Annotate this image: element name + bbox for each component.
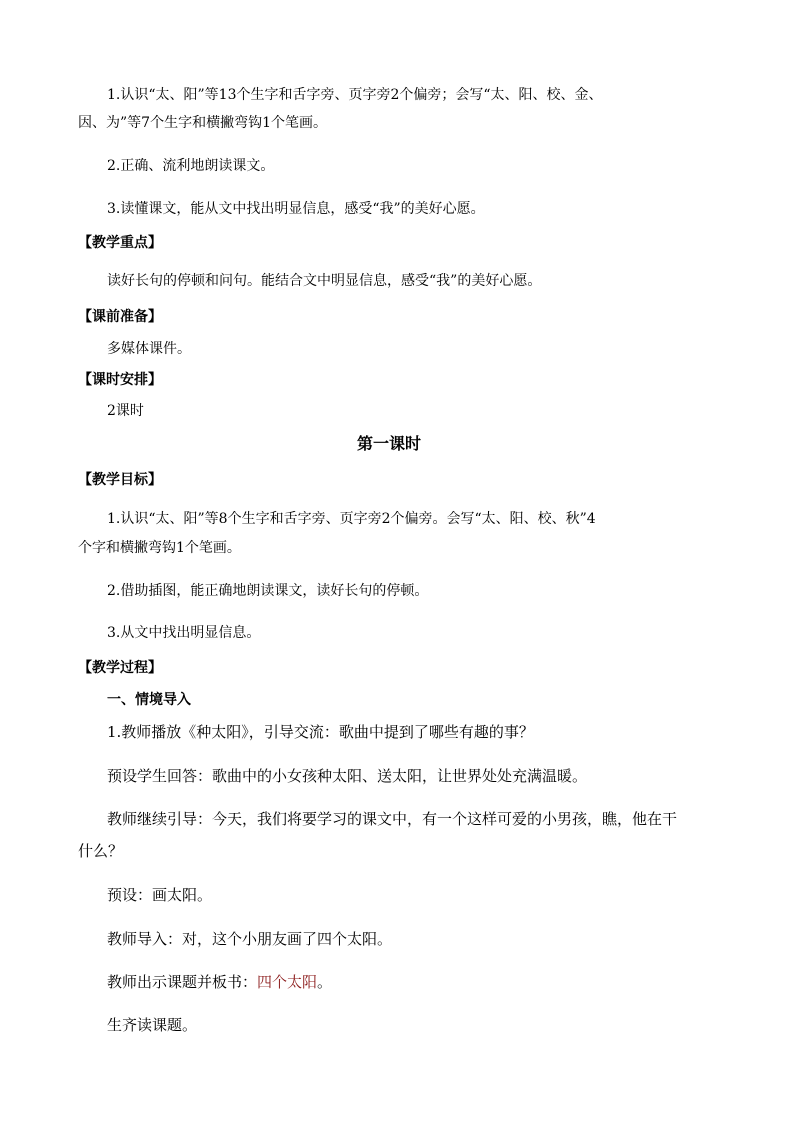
goal-item-1-line-2: 因、为”等7个生字和横撇弯钩1个笔画。 — [78, 115, 327, 131]
intro-line: 教师导入：对，这个小朋友画了四个太阳。 — [107, 930, 393, 948]
answer-1: 预设学生回答：歌曲中的小女孩种太阳、送太阳，让世界处处充满温暖。 — [107, 767, 588, 785]
preparation-heading: 【课前准备】 — [78, 309, 162, 325]
read-title-line: 生齐读课题。 — [107, 1016, 198, 1034]
show-title-prefix: 教师出示课题并板书： — [107, 973, 258, 991]
goal-item-3: 3.读懂课文，能从文中找出明显信息，感受“我”的美好心愿。 — [107, 201, 485, 217]
guide-line-2: 什么？ — [78, 842, 124, 860]
show-title-suffix: 。 — [317, 973, 333, 991]
goal-item-2: 2.正确、流利地朗读课文。 — [107, 158, 275, 174]
preparation-text: 多媒体课件。 — [107, 341, 191, 357]
step-1: 1.教师播放《种太阳》，引导交流：歌曲中提到了哪些有趣的事？ — [107, 723, 534, 741]
lesson-goals-heading: 【教学目标】 — [78, 472, 162, 488]
lesson-title: 第一课时 — [357, 434, 422, 453]
process-heading: 【教学过程】 — [78, 660, 162, 676]
lesson-board-title: 四个太阳 — [257, 973, 318, 991]
lesson-goal-1-line-1: 1.认识“太、阳”等8个生字和舌字旁、页字旁2个偏旁。会写“太、阳、校、秋”4 — [107, 511, 596, 527]
show-title-line — [107, 972, 332, 992]
goal-item-1-line-1: 1.认识“太、阳”等13个生字和舌字旁、页字旁2个偏旁；会写“太、阳、校、金、 — [107, 87, 603, 103]
lesson-goal-2: 2.借助插图，能正确地朗读课文，读好长句的停顿。 — [107, 583, 429, 599]
lesson-goal-3: 3.从文中找出明显信息。 — [107, 625, 261, 641]
schedule-text: 2课时 — [107, 403, 144, 419]
schedule-heading: 【课时安排】 — [78, 372, 162, 388]
preset-2: 预设：画太阳。 — [107, 886, 213, 904]
guide-line-1: 教师继续引导：今天，我们将要学习的课文中，有一个这样可爱的小男孩，瞧，他在干 — [107, 810, 678, 828]
lesson-goal-1-line-2: 个字和横撇弯钩1个笔画。 — [78, 540, 241, 556]
key-points-text: 读好长句的停顿和问句。能结合文中明显信息，感受“我”的美好心愿。 — [107, 273, 542, 289]
key-points-heading: 【教学重点】 — [78, 235, 162, 251]
section-1-heading: 一、情境导入 — [107, 692, 191, 708]
